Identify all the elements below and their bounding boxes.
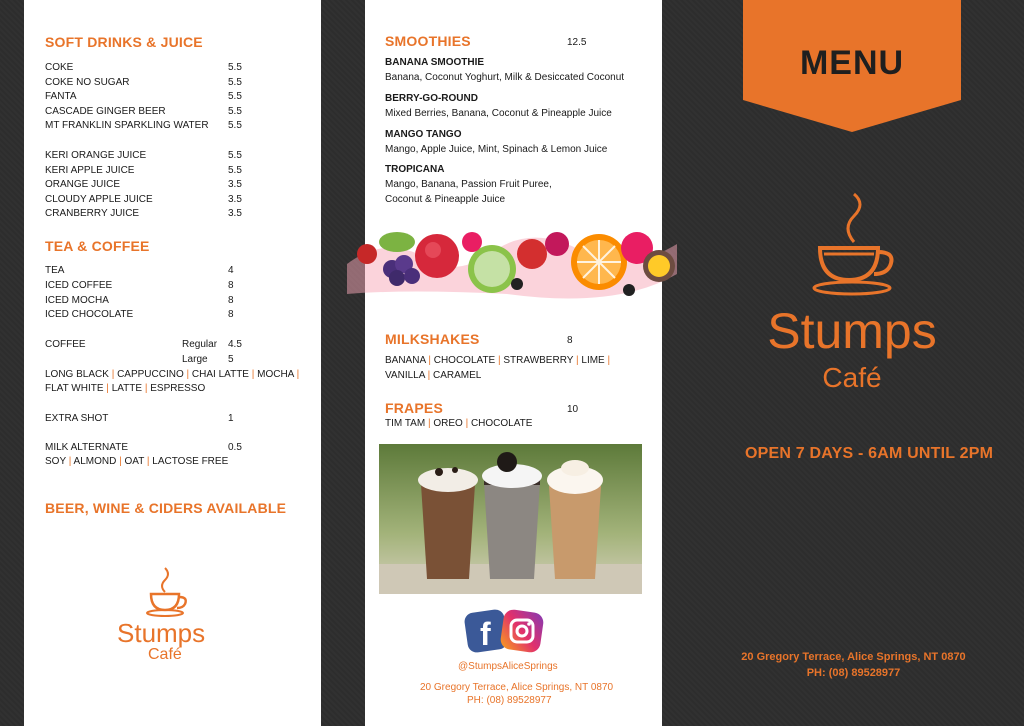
- milkshake-flavours-line-1: BANANA | CHOCOLATE | STRAWBERRY | LIME |: [385, 355, 611, 366]
- menu-item-name: TEA: [45, 265, 65, 276]
- option-label: ALMOND: [73, 456, 117, 467]
- menu-item-name: KERI ORANGE JUICE: [45, 150, 147, 161]
- option-label: BANANA: [385, 355, 426, 366]
- logo-small-cafe: Café: [148, 646, 182, 663]
- frapes-heading: FRAPES: [385, 400, 443, 416]
- menu-item-price: 8: [228, 279, 234, 291]
- option-label: LATTE: [111, 383, 143, 394]
- left-edge-panel: [0, 0, 24, 726]
- option-label: LONG BLACK: [45, 369, 109, 380]
- smoothie-description: Banana, Coconut Yoghurt, Milk & Desiccated Coconut: [385, 72, 625, 83]
- cover-address: 20 Gregory Terrace, Alice Springs, NT 0870: [741, 651, 966, 663]
- menu-item-name: COKE NO SUGAR: [45, 76, 130, 88]
- menu-item-name: ICED MOCHA: [45, 294, 109, 306]
- menu-item-name: FANTA: [45, 91, 77, 103]
- menu-item-name: ORANGE JUICE: [45, 179, 121, 191]
- menu-item-price: 3.5: [228, 179, 242, 191]
- option-label: CHOCOLATE: [433, 355, 496, 366]
- instagram-icon[interactable]: [500, 609, 544, 653]
- option-label: OREO: [433, 418, 463, 429]
- milkshakes-heading: MILKSHAKES: [385, 331, 480, 347]
- extra-shot-label: EXTRA SHOT: [45, 413, 109, 424]
- frapes-price: 10: [567, 404, 579, 415]
- menu-item-price: 3.5: [228, 193, 242, 205]
- smoothie-description: Coconut & Pineapple Juice: [385, 194, 506, 205]
- smoothie-name: MANGO TANGO: [385, 129, 462, 140]
- fruit-splash-image: [337, 214, 682, 304]
- menu-item-price: 5.5: [228, 62, 242, 73]
- cafe-suffix: Café: [822, 362, 882, 393]
- milk-alternate-price: 0.5: [228, 442, 242, 453]
- option-label: SOY: [45, 456, 66, 467]
- opening-hours: OPEN 7 DAYS - 6AM UNTIL 2PM: [745, 445, 994, 462]
- coffee-large-price: 5: [228, 354, 234, 365]
- menu-item-price: 5.5: [228, 76, 242, 88]
- milkshake-flavours-line-2: VANILLA | CARAMEL: [385, 370, 482, 381]
- middle-address: 20 Gregory Terrace, Alice Springs, NT 0870: [420, 682, 614, 693]
- menu-title: MENU: [799, 44, 905, 82]
- menu-item-price: 5.5: [228, 105, 242, 117]
- option-label: LACTOSE FREE: [152, 456, 229, 467]
- menu-item-price: 5.5: [228, 164, 242, 176]
- logo-small-name: Stumps: [117, 618, 206, 648]
- option-label: STRAWBERRY: [503, 355, 574, 366]
- beer-wine-heading: BEER, WINE & CIDERS AVAILABLE: [45, 500, 287, 516]
- smoothies-heading: SMOOTHIES: [385, 33, 471, 49]
- option-label: VANILLA: [385, 370, 425, 381]
- option-label: CAPPUCCINO: [117, 369, 184, 380]
- menu-item-name: ICED COFFEE: [45, 279, 113, 291]
- menu-item-price: 4: [228, 265, 234, 276]
- menu-item-price: 5.5: [228, 150, 242, 161]
- milkshakes-price: 8: [567, 335, 573, 346]
- menu-item-name: KERI APPLE JUICE: [45, 164, 135, 176]
- coffee-cup-logo-small: [143, 564, 193, 622]
- menu-item-name: COKE: [45, 62, 74, 73]
- coffee-regular-label: Regular: [182, 339, 218, 350]
- social-handle[interactable]: @StumpsAliceSprings: [458, 661, 558, 672]
- menu-item-name: CLOUDY APPLE JUICE: [45, 193, 153, 205]
- smoothie-name: BANANA SMOOTHIE: [385, 57, 485, 68]
- smoothie-description: Mango, Banana, Passion Fruit Puree,: [385, 179, 552, 190]
- option-label: MOCHA: [257, 369, 294, 380]
- coffee-styles-line-1: LONG BLACK | CAPPUCCINO | CHAI LATTE | MOCHA |: [45, 369, 300, 380]
- smoothie-name: BERRY-GO-ROUND: [385, 93, 478, 104]
- tea-coffee-heading: TEA & COFFEE: [45, 238, 150, 254]
- option-label: LIME: [581, 355, 605, 366]
- menu-item-name: CRANBERRY JUICE: [45, 208, 140, 220]
- coffee-cup-logo: [806, 188, 906, 306]
- middle-divider: [321, 0, 365, 726]
- svg-text:f: f: [480, 616, 491, 652]
- extra-shot-price: 1: [228, 413, 234, 424]
- option-label: OAT: [124, 456, 145, 467]
- coffee-regular-price: 4.5: [228, 339, 242, 350]
- smoothie-description: Mixed Berries, Banana, Coconut & Pineapple Juice: [385, 108, 612, 119]
- menu-item-price: 3.5: [228, 208, 242, 220]
- option-label: CARAMEL: [433, 370, 482, 381]
- option-label: ESPRESSO: [150, 383, 206, 394]
- menu-item-name: MT FRANKLIN SPARKLING WATER: [45, 120, 209, 132]
- menu-item-name: CASCADE GINGER BEER: [45, 105, 166, 117]
- smoothie-name: TROPICANA: [385, 164, 445, 175]
- cafe-name: Stumps: [767, 303, 937, 359]
- frape-flavours: TIM TAM | OREO | CHOCOLATE: [385, 418, 533, 429]
- option-label: TIM TAM: [385, 418, 426, 429]
- coffee-label: COFFEE: [45, 339, 86, 350]
- coffee-large-label: Large: [182, 354, 208, 365]
- smoothies-price: 12.5: [567, 37, 587, 48]
- smoothie-description: Mango, Apple Juice, Mint, Spinach & Lemon Juice: [385, 144, 608, 155]
- soft-drinks-heading: SOFT DRINKS & JUICE: [45, 34, 203, 50]
- milk-alternate-label: MILK ALTERNATE: [45, 442, 128, 453]
- coffee-styles-line-2: FLAT WHITE | LATTE | ESPRESSO: [45, 383, 206, 394]
- menu-item-name: ICED CHOCOLATE: [45, 309, 134, 321]
- option-label: CHOCOLATE: [470, 418, 533, 429]
- milk-options: SOY | ALMOND | OAT | LACTOSE FREE: [45, 456, 229, 467]
- frappe-photo: [379, 444, 642, 594]
- menu-item-price: 8: [228, 294, 234, 306]
- option-label: CHAI LATTE: [191, 369, 249, 380]
- cover-phone: PH: (08) 89528977: [806, 667, 901, 679]
- middle-phone: PH: (08) 89528977: [467, 695, 552, 706]
- menu-item-price: 8: [228, 309, 234, 321]
- menu-item-price: 5.5: [228, 91, 242, 103]
- option-label: FLAT WHITE: [45, 383, 104, 394]
- menu-item-price: 5.5: [228, 120, 242, 132]
